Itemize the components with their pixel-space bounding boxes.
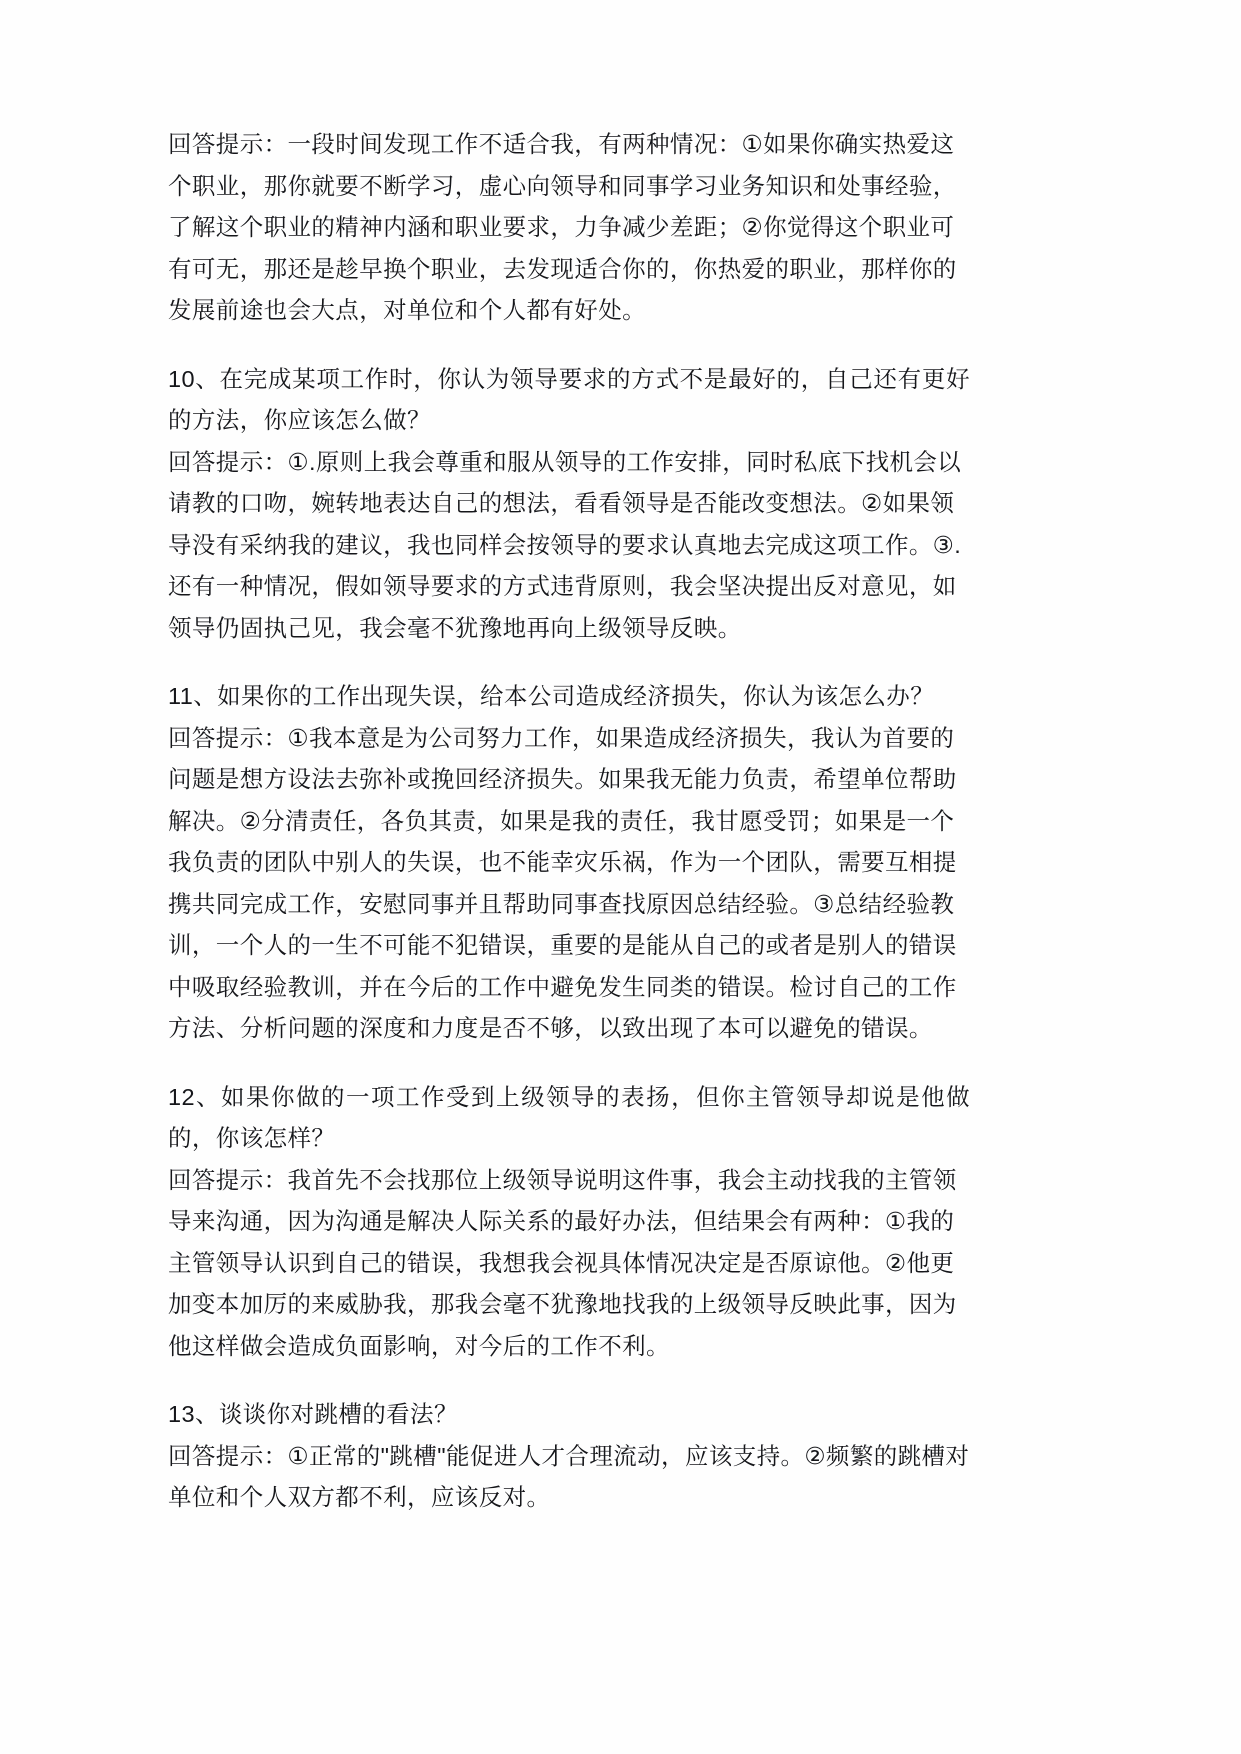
answer-hint-paragraph: 回答提示：一段时间发现工作不适合我，有两种情况：①如果你确实热爱这个职业，那你就要不断学习，虚心向领导和同事学习业务知识和处事经验，了解这个职业的精神内涵和职业要求，力争减少差距；②你觉得这个职业可有可无，那还是趁早换个职业，去发现适合你的，你热爱的职业，那样你的发展前途也会大点，对单位和个人都有好处。 [168,131,957,323]
qa-group-question-13 [168,1394,970,1519]
question-paragraph: 12、如果你做的一项工作受到上级领导的表扬，但你主管领导却说是他做的，你该怎样？ [168,1083,970,1151]
question-paragraph: 11、如果你的工作出现失误，给本公司造成经济损失，你认为该怎么办？ [168,683,935,709]
qa-group-question-12 [168,1077,970,1368]
question-paragraph: 10、在完成某项工作时，你认为领导要求的方式不是最好的，自己还有更好的方法，你应该怎么做？ [168,365,970,433]
qa-group-question-10 [168,359,970,650]
qa-group-question-11 [168,676,970,1050]
answer-hint-paragraph: 回答提示：①我本意是为公司努力工作，如果造成经济损失，我认为首要的问题是想方设法去弥补或挽回经济损失。如果我无能力负责，希望单位帮助解决。②分清责任，各负其责，如果是我的责任，我甘愿受罚；如果是一个我负责的团队中别人的失误，也不能幸灾乐祸，作为一个团队，需要互相提携共同完成工作，安慰同事并且帮助同事查找原因总结经验。③总结经验教训，一个人的一生不可能不犯错误，重要的是能从自己的或者是别人的错误中吸取经验教训，并在今后的工作中避免发生同类的错误。检讨自己的工作方法、分析问题的深度和力度是否不够，以致出现了本可以避免的错误。 [168,724,957,1041]
answer-hint-paragraph: 回答提示：①正常的"跳槽"能促进人才合理流动，应该支持。②频繁的跳槽对单位和个人双方都不利，应该反对。 [168,1442,970,1510]
answer-hint-paragraph: 回答提示：我首先不会找那位上级领导说明这件事，我会主动找我的主管领导来沟通，因为沟通是解决人际关系的最好办法，但结果会有两种：①我的主管领导认识到自己的错误，我想我会视具体情况决定是否原谅他。②他更加变本加厉的来威胁我，那我会毫不犹豫地找我的上级领导反映此事，因为他这样做会造成负面影响，对今后的工作不利。 [168,1166,957,1359]
answer-hint-paragraph: 回答提示：①.原则上我会尊重和服从领导的工作安排，同时私底下找机会以请教的口吻，婉转地表达自己的想法，看看领导是否能改变想法。②如果领导没有采纳我的建议，我也同样会按领导的要求认真地去完成这项工作。③.还有一种情况，假如领导要求的方式违背原则，我会坚决提出反对意见，如领导仍固执己见，我会毫不犹豫地再向上级领导反映。 [168,448,962,641]
document-body [168,124,970,1519]
question-paragraph: 13、谈谈你对跳槽的看法？ [168,1401,458,1427]
answer-block-9 [168,124,970,332]
